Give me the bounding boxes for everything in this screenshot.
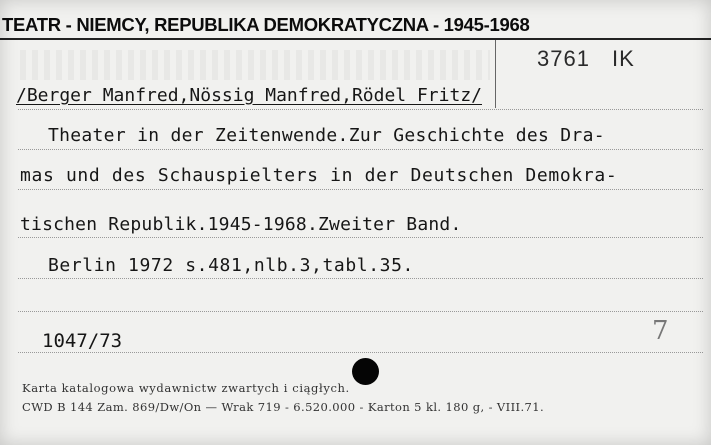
handwritten-mark: 7: [652, 316, 669, 346]
ruled-line: [18, 311, 703, 312]
subject-heading: TEATR - NIEMCY, REPUBLIKA DEMOKRATYCZNA - 1945-1968: [2, 14, 530, 35]
call-number-code: IK: [611, 46, 635, 71]
call-number-value: 3761: [537, 46, 590, 71]
imprint-line: Berlin 1972 s.481,nlb.3,tabl.35.: [48, 255, 414, 276]
ruled-line: [18, 352, 703, 353]
authors-line: /Berger Manfred,Nössig Manfred,Rödel Fritz/: [16, 85, 482, 106]
ruled-line: [18, 109, 703, 110]
heading-rule: [0, 38, 711, 40]
accession-number: 1047/73: [42, 330, 123, 352]
call-number: [537, 46, 635, 72]
punch-hole: [352, 358, 379, 385]
title-line-2: mas und des Schauspielters in der Deutschen Demokra-: [20, 165, 618, 186]
ruled-line: [18, 189, 703, 190]
footer-print-info: CWD B 144 Zam. 869/Dw/On — Wrak 719 - 6.520.000 - Karton 5 kl. 180 g, - VIII.71.: [22, 400, 545, 414]
call-number-divider: [495, 40, 496, 108]
faded-text-smudge: [20, 50, 490, 80]
title-line-3: tischen Republik.1945-1968.Zweiter Band.: [20, 214, 462, 235]
title-line-1: Theater in der Zeitenwende.Zur Geschichte des Dra-: [48, 125, 605, 146]
ruled-line: [18, 278, 703, 279]
ruled-line: [18, 237, 703, 238]
ruled-line: [18, 149, 703, 150]
footer-form-title: Karta katalogowa wydawnictw zwartych i ciągłych.: [22, 381, 350, 395]
